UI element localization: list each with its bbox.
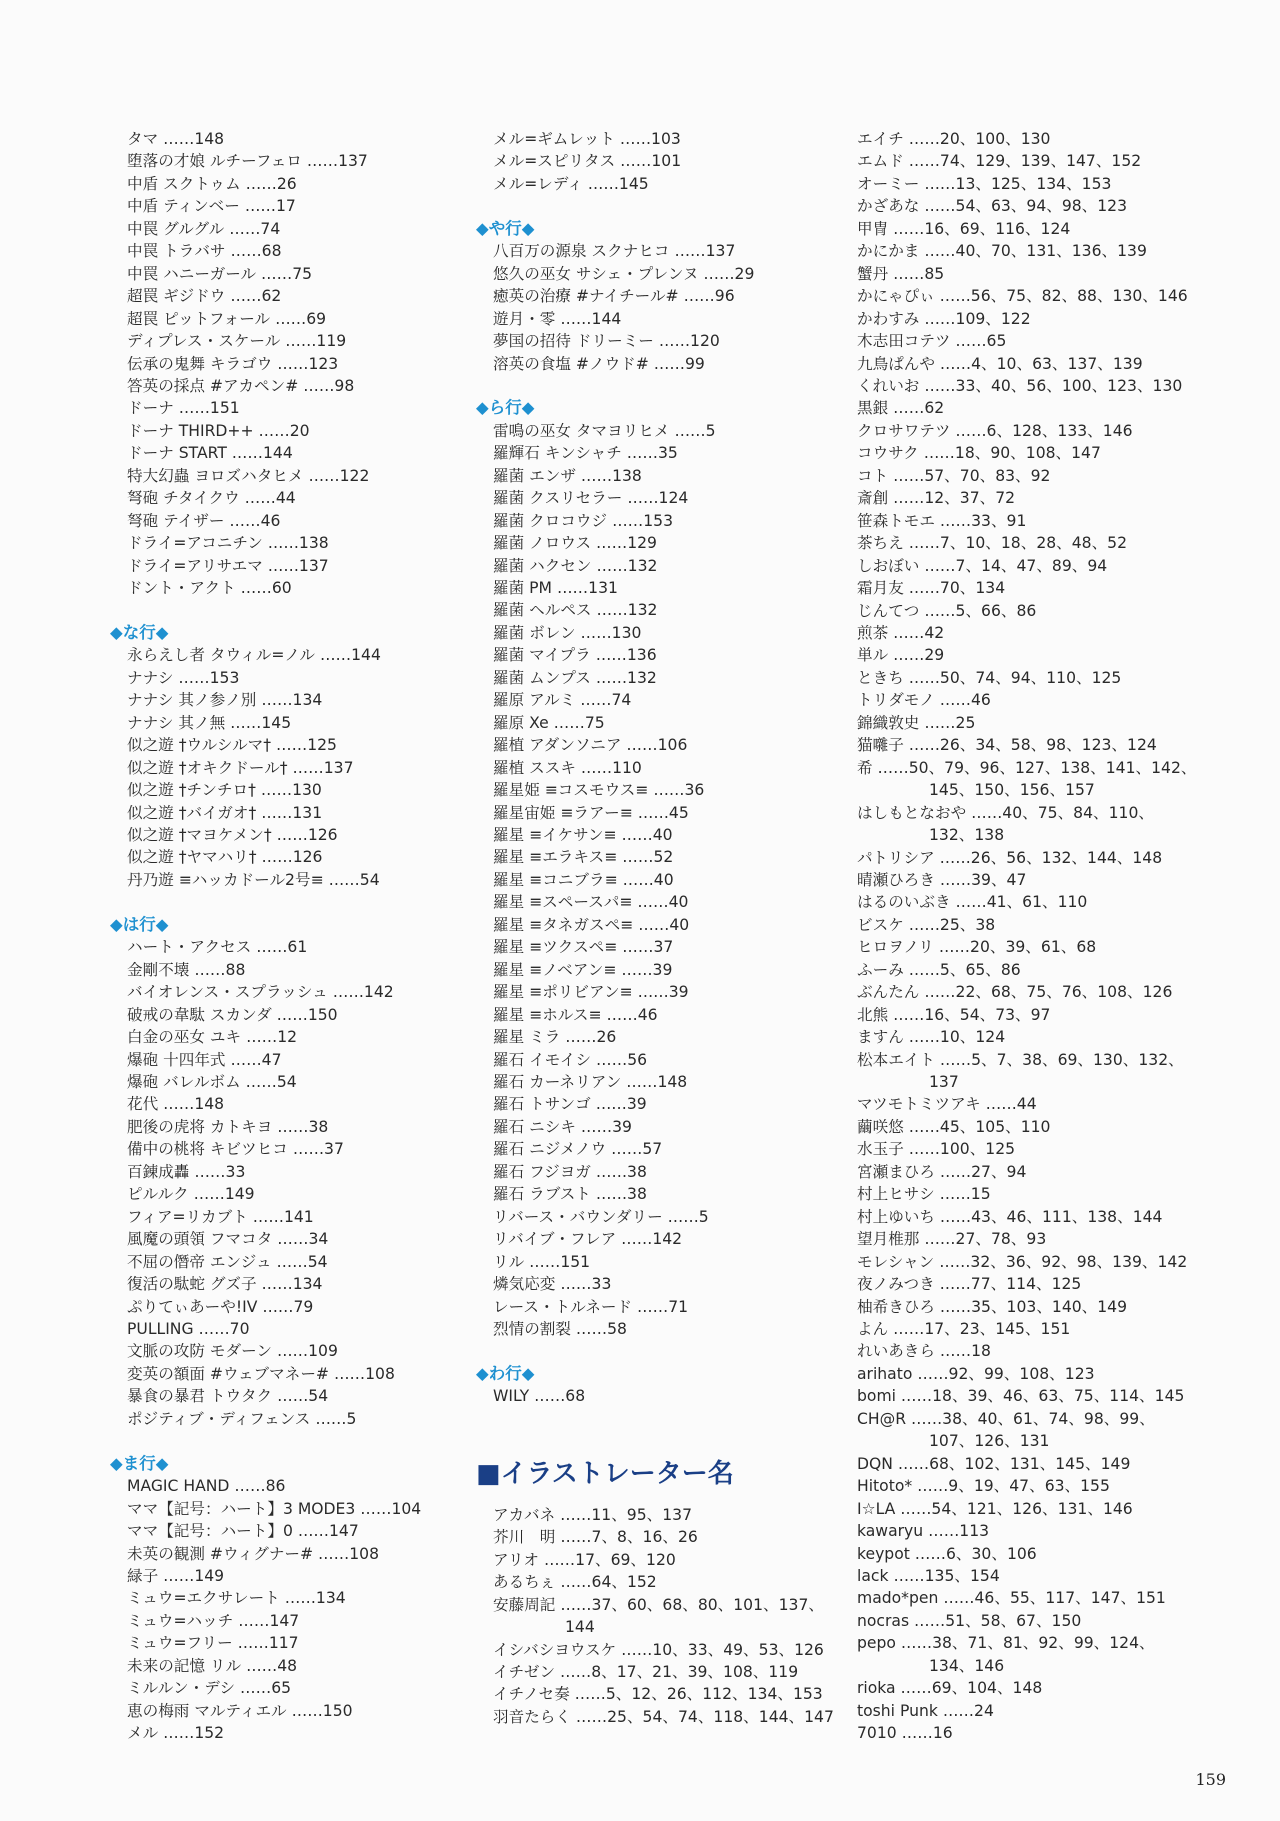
index-entry: エイチ ……20、100、130 xyxy=(857,130,1051,148)
index-entry: 羅植 アダンソニア ……106 xyxy=(493,736,688,755)
index-entry: 中盾 スクトゥム ……26 xyxy=(127,174,297,193)
index-entry: 変英の額面 #ウェブマネー# ……108 xyxy=(127,1364,395,1383)
index-entry: 羅石 トサンゴ ……39 xyxy=(493,1095,647,1114)
index-entry: エムド ……74、129、139、147、152 xyxy=(857,152,1142,171)
index-entry: 緑子 ……149 xyxy=(127,1566,225,1585)
index-entry: PULLING ……70 xyxy=(127,1319,250,1338)
index-entry: 羅菌 クスリセラー ……124 xyxy=(493,489,689,508)
index-entry: ママ【記号：ハート】0 ……147 xyxy=(127,1522,359,1541)
index-entry: はるのいぶき ……41、61、110 xyxy=(857,893,1088,912)
index-entry: 黒銀 ……62 xyxy=(857,399,945,418)
index-entry: 柚希きひろ ……35、103、140、149 xyxy=(857,1297,1128,1316)
index-entry: ぶんたん ……22、68、75、76、108、126 xyxy=(857,983,1173,1002)
index-entry: I☆LA ……54、121、126、131、146 xyxy=(857,1499,1133,1518)
index-entry: 茶ちえ ……7、10、18、28、48、52 xyxy=(857,534,1128,553)
index-entry: 羅菌 エンザ ……138 xyxy=(493,466,642,485)
index-entry: 蟹丹 ……85 xyxy=(857,264,945,283)
index-entry: 羅原 Xe ……75 xyxy=(493,713,605,732)
index-entry: ミュウ=エクサレート ……134 xyxy=(127,1589,346,1608)
index-entry: 羅星 ≡スペースパ≡ ……40 xyxy=(493,893,689,912)
index-entry: 夜ノみつき ……77、114、125 xyxy=(857,1275,1082,1294)
index-entry: ドーナ ……151 xyxy=(127,399,240,418)
index-entry: あるちぇ ……64、152 xyxy=(493,1573,657,1592)
index-entry: 中盾 ティンベー ……17 xyxy=(127,197,296,216)
index-entry: アカバネ ……11、95、137 xyxy=(493,1505,692,1524)
index-entry: 羅石 ラブスト ……38 xyxy=(493,1185,647,1204)
index-entry: かわすみ ……109、122 xyxy=(857,309,1031,328)
index-entry: 似之遊 †チンチロ† ……130 xyxy=(127,781,322,800)
index-entry: 羅星 ≡ツクスペ≡ ……37 xyxy=(493,938,674,957)
index-entry: コト ……57、70、83、92 xyxy=(857,466,1051,485)
index-entry: 羅菌 PM ……131 xyxy=(493,579,618,598)
index-entry: 肥後の虎将 カトキヨ ……38 xyxy=(127,1117,329,1136)
index-entry: かにゃぴぃ ……56、75、82、88、130、146 xyxy=(857,287,1188,306)
index-entry: 悠久の巫女 サシェ・プレンヌ ……29 xyxy=(493,264,755,283)
index-entry: 遊月・零 ……144 xyxy=(493,309,622,328)
index-entry: 斎創 ……12、37、72 xyxy=(857,489,1016,508)
index-entry: 溶英の食塩 #ノウド# ……99 xyxy=(493,354,705,373)
index-entry: 羅植 ススキ ……110 xyxy=(493,758,642,777)
index-entry: イシバシヨウスケ ……10、33、49、53、126 xyxy=(493,1640,824,1659)
index-entry: リル ……151 xyxy=(493,1252,591,1271)
index-entry: ナナシ 其ノ参ノ別 ……134 xyxy=(127,691,323,710)
index-entry: メル=ギムレット ……103 xyxy=(493,130,681,148)
index-entry: 羅菌 ムンプス ……132 xyxy=(493,668,657,687)
index-entry: 似之遊 †オキクドール† ……137 xyxy=(127,758,354,777)
index-entry: 芥川 明 ……7、8、16、26 xyxy=(493,1528,698,1547)
index-entry: pepo ……38、71、81、92、99、124、134、146 xyxy=(857,1634,1155,1675)
index-entry: ドント・アクト ……60 xyxy=(127,579,292,598)
index-entry: 羅星 ≡ホルス≡ ……46 xyxy=(493,1005,658,1024)
index-entry: 似之遊 †ウルシルマ† ……125 xyxy=(127,736,337,755)
index-entry: 暴食の暴君 トウタク ……54 xyxy=(127,1387,329,1406)
section-heading: ◆や行◆ xyxy=(476,218,535,238)
index-entry: ハート・アクセス ……61 xyxy=(127,938,308,957)
index-entry: 羅星 ミラ ……26 xyxy=(493,1028,617,1047)
index-entry: 羅星 ≡イケサン≡ ……40 xyxy=(493,826,673,845)
index-entry: 晴瀬ひろき ……39、47 xyxy=(857,870,1027,889)
index-entry: 中罠 ハニーガール ……75 xyxy=(127,264,313,283)
index-entry: くれいお ……33、40、56、100、123、130 xyxy=(857,376,1183,395)
index-entry: 破戒の韋駄 スカンダ ……150 xyxy=(127,1005,338,1024)
index-entry: 甲冑 ……16、69、116、124 xyxy=(857,219,1071,238)
index-entry: 水玉子 ……100、125 xyxy=(857,1140,1016,1159)
index-entry: ミュウ=ハッチ ……147 xyxy=(127,1611,300,1630)
index-entry: フィア=リカブト ……141 xyxy=(127,1207,314,1226)
index-entry: 羅石 ニジメノウ ……57 xyxy=(493,1140,663,1159)
index-entry: 霜月友 ……70、134 xyxy=(857,579,1006,598)
index-entry: 中罠 トラバサ ……68 xyxy=(127,242,282,261)
index-entry: 猫囃子 ……26、34、58、98、123、124 xyxy=(857,736,1157,755)
index-entry: 爆砲 バレルボム ……54 xyxy=(127,1073,297,1091)
index-entry: 単ル ……29 xyxy=(857,646,945,665)
index-entry: イチゼン ……8、17、21、39、108、119 xyxy=(493,1662,799,1681)
index-entry: rioka ……69、104、148 xyxy=(857,1679,1043,1698)
index-entry: コウサク ……18、90、108、147 xyxy=(857,444,1101,463)
index-entry: DQN ……68、102、131、145、149 xyxy=(857,1454,1131,1473)
index-entry: keypot ……6、30、106 xyxy=(857,1544,1037,1563)
index-entry: 望月椎那 ……27、78、93 xyxy=(857,1230,1047,1249)
index-entry: 木志田コテツ ……65 xyxy=(857,332,1007,351)
page-number: 159 xyxy=(1195,1770,1226,1789)
index-entry: Hitoto* ……9、19、47、63、155 xyxy=(857,1477,1110,1496)
index-entry: ナナシ ……153 xyxy=(127,668,240,687)
index-entry: 安藤周記 ……37、60、68、80、101、137、144 xyxy=(493,1595,824,1637)
index-column-1 xyxy=(110,128,467,1745)
index-entry: 未来の記憶 リル ……48 xyxy=(127,1656,298,1675)
index-entry: 羅石 フジヨガ ……38 xyxy=(493,1162,647,1181)
index-entry: れいあきら ……18 xyxy=(857,1342,991,1361)
index-entry: 煎茶 ……42 xyxy=(857,623,945,642)
index-entry: 備中の桃将 キビツヒコ ……37 xyxy=(127,1140,344,1159)
index-entry: 羅星 ≡ノベアン≡ ……39 xyxy=(493,960,673,979)
index-entry: 羅石 イモイシ ……56 xyxy=(493,1050,648,1069)
index-entry: nocras ……51、58、67、150 xyxy=(857,1611,1082,1630)
index-entry: 夢国の招待 ドリーミー ……120 xyxy=(493,332,720,351)
index-entry: 爆砲 十四年式 ……47 xyxy=(127,1050,282,1069)
index-entry: 羅菌 ヘルペス ……132 xyxy=(493,601,658,620)
index-entry: ミュウ=フリー ……117 xyxy=(127,1634,299,1653)
index-entry: 金剛不壊 ……88 xyxy=(127,960,246,979)
index-entry: 燐気応変 ……33 xyxy=(493,1275,612,1294)
index-entry: 羅菌 ハクセン ……132 xyxy=(493,556,658,575)
index-entry: よん ……17、23、145、151 xyxy=(857,1320,1071,1339)
index-entry: アリオ ……17、69、120 xyxy=(493,1550,676,1569)
index-entry: メル=レディ ……145 xyxy=(493,174,649,193)
index-entry: 北熊 ……16、54、73、97 xyxy=(857,1005,1051,1024)
index-entry: バイオレンス・スプラッシュ ……142 xyxy=(127,983,394,1002)
index-entry: 不屈の僭帝 エンジュ ……54 xyxy=(127,1252,328,1271)
index-entry: 笹森トモエ ……33、91 xyxy=(857,511,1027,530)
index-entry: bomi ……18、39、46、63、75、114、145 xyxy=(857,1387,1185,1406)
index-entry: ドーナ START ……144 xyxy=(127,444,293,463)
index-entry: ビスケ ……25、38 xyxy=(857,915,996,934)
index-entry: 宮瀬まひろ ……27、94 xyxy=(857,1162,1027,1181)
index-entry: 羅菌 マイプラ ……136 xyxy=(493,646,657,665)
index-entry: ふーみ ……5、65、86 xyxy=(857,960,1021,979)
index-entry: 繭咲悠 ……45、105、110 xyxy=(857,1117,1051,1136)
section-heading: ◆な行◆ xyxy=(110,622,169,642)
index-entry: 似之遊 †バイガオ† ……131 xyxy=(127,803,323,822)
index-entry: 白金の巫女 ユキ ……12 xyxy=(127,1028,298,1047)
index-entry: 村上ヒサシ ……15 xyxy=(857,1185,991,1204)
index-entry: 羅星 ≡エラキス≡ ……52 xyxy=(493,848,674,867)
index-entry: レース・トルネード ……71 xyxy=(493,1297,689,1316)
index-entry: メル ……152 xyxy=(127,1724,225,1743)
index-entry: パトリシア ……26、56、132、144、148 xyxy=(857,848,1163,867)
index-entry: ポジティブ・ディフェンス ……5 xyxy=(127,1409,357,1428)
index-entry: 八百万の源泉 スクナヒコ ……137 xyxy=(493,242,736,261)
index-entry: 答英の採点 #アカペン# ……98 xyxy=(127,376,355,395)
index-entry: 羅星姫 ≡コスモウス≡ ……36 xyxy=(493,781,705,800)
index-entry: 羅原 アルミ ……74 xyxy=(493,691,632,710)
index-entry: ときち ……50、74、94、110、125 xyxy=(857,668,1122,687)
index-entry: 堕落の才娘 ルチーフェロ ……137 xyxy=(127,152,368,171)
index-entry: CH@R ……38、40、61、74、98、99、107、126、131 xyxy=(857,1409,1155,1451)
index-entry: 村上ゆいち ……43、46、111、138、144 xyxy=(857,1207,1163,1226)
index-entry: 超罠 ギジドウ ……62 xyxy=(127,287,282,306)
index-column-3 xyxy=(857,128,1197,1745)
index-entry: 羅星宙姫 ≡ラアー≡ ……45 xyxy=(493,803,689,822)
index-column-2 xyxy=(476,128,834,1728)
index-entry: イチノセ奏 ……5、12、26、112、134、153 xyxy=(493,1685,823,1704)
index-entry: オーミー ……13、125、134、153 xyxy=(857,174,1112,193)
index-entry: ママ【記号：ハート】3 MODE3 ……104 xyxy=(127,1499,422,1518)
index-entry: 似之遊 †マヨケメン† ……126 xyxy=(127,826,338,845)
index-entry: 羅星 ≡タネガスペ≡ ……40 xyxy=(493,915,690,934)
index-entry: 羅輝石 キンシャチ ……35 xyxy=(493,444,678,463)
index-entry: 羅星 ≡ポリビアン≡ ……39 xyxy=(493,983,689,1002)
index-entry: 文脈の攻防 モダーン ……109 xyxy=(127,1342,338,1361)
index-entry: はしもとなおや ……40、75、84、110、132、138 xyxy=(857,803,1154,845)
index-entry: ディプレス・スケール ……119 xyxy=(127,332,347,351)
index-entry: arihato ……92、99、108、123 xyxy=(857,1364,1095,1383)
index-entry: トリダモノ ……46 xyxy=(857,691,991,710)
index-entry: ヒロヲノリ ……20、39、61、68 xyxy=(857,938,1097,957)
index-entry: ドーナ THIRD++ ……20 xyxy=(127,421,310,440)
index-entry: リバイブ・フレア ……142 xyxy=(493,1230,683,1249)
index-entry: 風魔の頭領 フマコタ ……34 xyxy=(127,1230,329,1249)
index-entry: 弩砲 チタイクウ ……44 xyxy=(127,489,296,508)
index-entry: マツモトミツアキ ……44 xyxy=(857,1095,1037,1114)
index-entry: 羅星 ≡コニブラ≡ ……40 xyxy=(493,870,674,889)
section-heading: ◆わ行◆ xyxy=(476,1363,535,1383)
section-heading: ◆ら行◆ xyxy=(476,398,535,418)
index-entry: 永らえし者 タウィル=ノル ……144 xyxy=(127,646,381,665)
index-entry: lack ……135、154 xyxy=(857,1567,1000,1585)
index-entry: ピルルク ……149 xyxy=(127,1185,255,1204)
index-entry: ドライ=アリサエマ ……137 xyxy=(127,556,329,575)
index-entry: 九鳥ぱんや ……4、10、63、137、139 xyxy=(857,354,1143,373)
index-entry: 特大幻蟲 ヨロズハタヒメ ……122 xyxy=(127,466,370,485)
index-entry: MAGIC HAND ……86 xyxy=(127,1477,286,1496)
section-heading: ◆は行◆ xyxy=(110,914,169,934)
index-entry: タマ ……148 xyxy=(127,130,225,148)
index-entry: 羅菌 ボレン ……130 xyxy=(493,623,642,642)
index-entry: じんてつ ……5、66、86 xyxy=(857,601,1037,620)
index-entry: 中罠 グルグル ……74 xyxy=(127,219,281,238)
index-entry: 恵の梅雨 マルティエル ……150 xyxy=(127,1701,353,1720)
index-entry: ミルルン・デシ ……65 xyxy=(127,1679,292,1698)
illustrator-section-heading: ■イラストレーター名 xyxy=(476,1458,734,1489)
index-entry: しおぼい ……7、14、47、89、94 xyxy=(857,556,1108,575)
index-entry: かにかま ……40、70、131、136、139 xyxy=(857,242,1147,261)
index-entry: 花代 ……148 xyxy=(127,1095,225,1114)
index-entry: WILY ……68 xyxy=(493,1387,586,1406)
index-entry: 羅石 ニシキ ……39 xyxy=(493,1117,632,1136)
index-entry: クロサワテツ ……6、128、133、146 xyxy=(857,421,1133,440)
index-entry: 松本エイト ……5、7、38、69、130、132、137 xyxy=(857,1050,1184,1092)
index-entry: かざあな ……54、63、94、98、123 xyxy=(857,197,1128,216)
index-entry: 羽音たらく ……25、54、74、118、144、147 xyxy=(493,1707,834,1726)
index-entry: 百錬成轟 ……33 xyxy=(127,1162,246,1181)
index-entry: 復活の駄蛇 グズ子 ……134 xyxy=(127,1275,323,1294)
index-entry: ますん ……10、124 xyxy=(857,1028,1006,1047)
index-entry: kawaryu ……113 xyxy=(857,1522,990,1541)
index-entry: ドライ=アコニチン ……138 xyxy=(127,534,329,553)
index-entry: 超罠 ピットフォール ……69 xyxy=(127,309,327,328)
index-entry: 伝承の鬼舞 キラゴウ ……123 xyxy=(127,354,339,373)
index-entry: 弩砲 テイザー ……46 xyxy=(127,511,281,530)
index-entry: 未英の観測 #ウィグナー# ……108 xyxy=(127,1544,379,1563)
index-entry: メル=スピリタス ……101 xyxy=(493,152,682,171)
index-entry: 羅菌 ノロウス ……129 xyxy=(493,534,657,553)
index-entry: 丹乃遊 ≡ハッカドール2号≡ ……54 xyxy=(127,870,380,889)
index-entry: 錦織敦史 ……25 xyxy=(857,713,976,732)
index-entry: toshi Punk ……24 xyxy=(857,1701,994,1720)
index-entry: モレシャン ……32、36、92、98、139、142 xyxy=(857,1252,1188,1271)
index-entry: 雷鳴の巫女 タマヨリヒメ ……5 xyxy=(493,421,716,440)
index-entry: ナナシ 其ノ無 ……145 xyxy=(127,713,292,732)
section-heading: ◆ま行◆ xyxy=(110,1453,169,1473)
index-entry: 癒英の治療 #ナイチール# ……96 xyxy=(493,287,735,306)
index-entry: 7010 ……16 xyxy=(857,1724,953,1743)
index-entry: 羅菌 クロコウジ ……153 xyxy=(493,511,674,530)
index-entry: 烈情の割裂 ……58 xyxy=(493,1319,627,1338)
index-entry: ぷりてぃあーや!IV ……79 xyxy=(127,1297,314,1316)
index-entry: リバース・バウンダリー ……5 xyxy=(493,1207,709,1226)
index-entry: 羅石 カーネリアン ……148 xyxy=(493,1073,688,1091)
index-entry: 似之遊 †ヤマハリ† ……126 xyxy=(127,848,323,867)
index-entry: 希 ……50、79、96、127、138、141、142、145、150、156、157 xyxy=(857,758,1197,800)
index-entry: mado*pen ……46、55、117、147、151 xyxy=(857,1589,1166,1608)
